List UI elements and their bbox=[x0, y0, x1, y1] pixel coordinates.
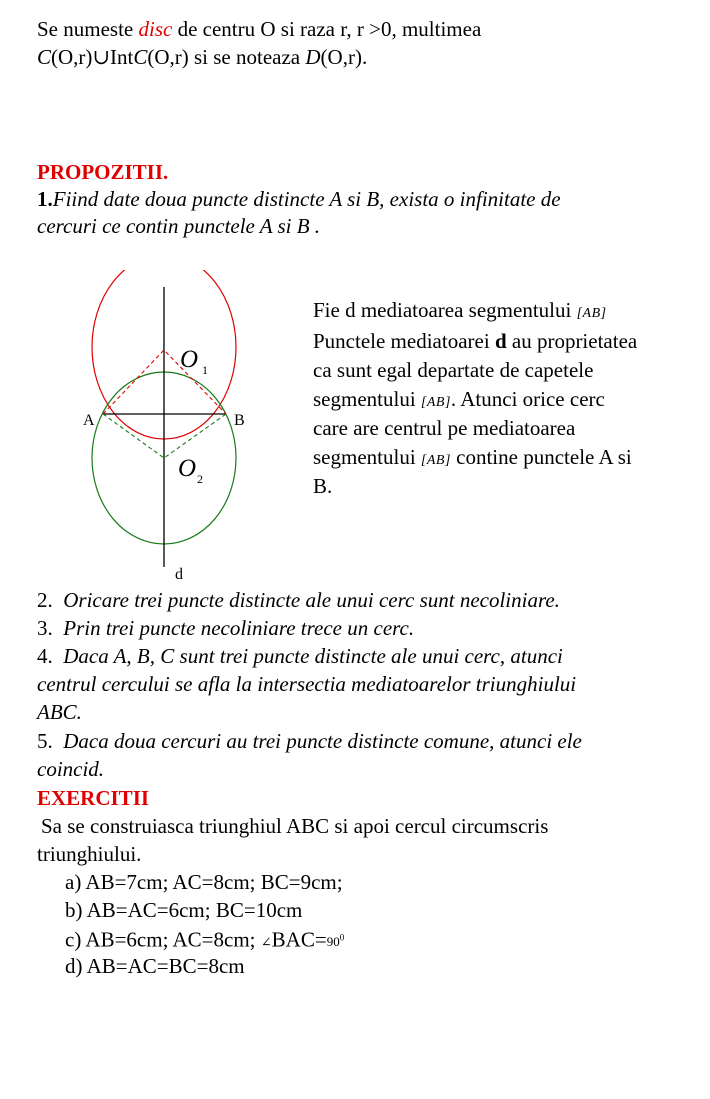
explanation-line-5: care are centrul pe mediatoarea bbox=[313, 416, 576, 440]
exercise-item-a: a) AB=7cm; AC=8cm; BC=9cm; bbox=[65, 870, 343, 894]
proposition-number: 3. bbox=[37, 616, 53, 640]
explanation-text: segmentului bbox=[313, 387, 421, 411]
label-a: A bbox=[83, 412, 95, 429]
exercise-text: c) AB=6cm; AC=8cm; bbox=[65, 927, 261, 952]
proposition-text: Daca doua cercuri au trei puncte distincte comune, atunci ele bbox=[63, 729, 582, 753]
explanation-line-3: ca sunt egal departate de capetele bbox=[313, 358, 594, 382]
proposition-4-line-3: ABC. bbox=[37, 700, 82, 724]
proposition-number: 4. bbox=[37, 644, 53, 668]
intro-text: de centru O si raza r, r >0, multimea bbox=[172, 17, 482, 41]
symbol-c: C bbox=[133, 45, 148, 69]
proposition-text: Oricare trei puncte distincte ale unui cerc sunt necoliniare. bbox=[63, 588, 560, 612]
explanation-text: segmentului bbox=[313, 445, 421, 469]
proposition-5-line-1 bbox=[37, 728, 582, 755]
segment-ab-notation: [AB] bbox=[420, 453, 451, 468]
intro-text: Se numeste bbox=[37, 17, 139, 41]
proposition-number: 1. bbox=[37, 187, 53, 211]
intro-line-1 bbox=[37, 16, 481, 43]
symbol-d: D bbox=[305, 45, 321, 69]
circles-diagram bbox=[60, 270, 310, 590]
segment-ab-notation: [AB] bbox=[576, 306, 607, 321]
proposition-text: Fiind date doua puncte distincte A si B, exista o infinitate de bbox=[52, 187, 561, 211]
proposition-5-line-2: coincid. bbox=[37, 757, 105, 781]
explanation-text: contine punctele A si bbox=[450, 445, 632, 469]
term-disc: disc bbox=[138, 17, 173, 41]
degree-mark: 0 bbox=[339, 933, 345, 943]
label-o2-sub: 2 bbox=[197, 472, 203, 486]
explanation-line-7: B. bbox=[313, 474, 333, 498]
explanation-text: Fie d mediatoarea segmentului bbox=[313, 298, 577, 322]
proposition-3 bbox=[37, 615, 414, 642]
angle-icon: ∠ bbox=[260, 934, 272, 950]
proposition-1-line-2: cercuri ce contin punctele A si B . bbox=[37, 214, 321, 238]
label-o1-sub: 1 bbox=[202, 363, 208, 377]
exercise-text: BAC= bbox=[271, 927, 327, 952]
explanation-text: . Atunci orice cerc bbox=[450, 387, 605, 411]
exercise-statement-line-2: triunghiului. bbox=[37, 842, 142, 866]
label-b: B bbox=[234, 412, 245, 429]
proposition-text: Prin trei puncte necoliniare trece un cerc. bbox=[63, 616, 415, 640]
proposition-1-line-1 bbox=[37, 186, 561, 213]
intro-text: (O,r). bbox=[320, 45, 368, 69]
exercise-statement-line-1: Sa se construiasca triunghiul ABC si apoi cercul circumscris bbox=[41, 814, 549, 838]
intro-text: (O,r)∪Int bbox=[51, 45, 134, 69]
exercise-item-c bbox=[65, 925, 344, 955]
label-d: d bbox=[175, 566, 183, 583]
intro-text: (O,r) si se noteaza bbox=[147, 45, 306, 69]
label-o2: O bbox=[178, 455, 197, 482]
intro-line-2 bbox=[37, 44, 367, 71]
exercise-item-b: b) AB=AC=6cm; BC=10cm bbox=[65, 898, 303, 922]
proposition-number: 2. bbox=[37, 588, 53, 612]
exercitii-heading: EXERCITII bbox=[37, 786, 150, 810]
symbol-c: C bbox=[37, 45, 52, 69]
explanation-line-6 bbox=[313, 444, 632, 474]
label-o1: O bbox=[180, 346, 199, 373]
explanation-text: au proprietatea bbox=[506, 329, 638, 353]
segment-ab-notation: [AB] bbox=[420, 395, 451, 410]
propozitii-heading: PROPOZITII. bbox=[37, 160, 169, 184]
explanation-line-1 bbox=[313, 297, 607, 327]
proposition-4-line-1 bbox=[37, 643, 563, 670]
exercise-item-d: d) AB=AC=BC=8cm bbox=[65, 954, 245, 978]
proposition-4-line-2: centrul cercului se afla la intersectia mediatoarelor triunghiului bbox=[37, 672, 577, 696]
proposition-number: 5. bbox=[37, 729, 53, 753]
explanation-text: Punctele mediatoarei bbox=[313, 329, 495, 353]
proposition-2 bbox=[37, 587, 560, 614]
mediator-d: d bbox=[494, 329, 507, 353]
angle-number: 90 bbox=[326, 934, 340, 950]
angle-value bbox=[327, 934, 345, 949]
proposition-text: Daca A, B, C sunt trei puncte distincte ale unui cerc, atunci bbox=[63, 644, 563, 668]
explanation-line-2 bbox=[313, 328, 637, 355]
explanation-line-4 bbox=[313, 386, 605, 416]
